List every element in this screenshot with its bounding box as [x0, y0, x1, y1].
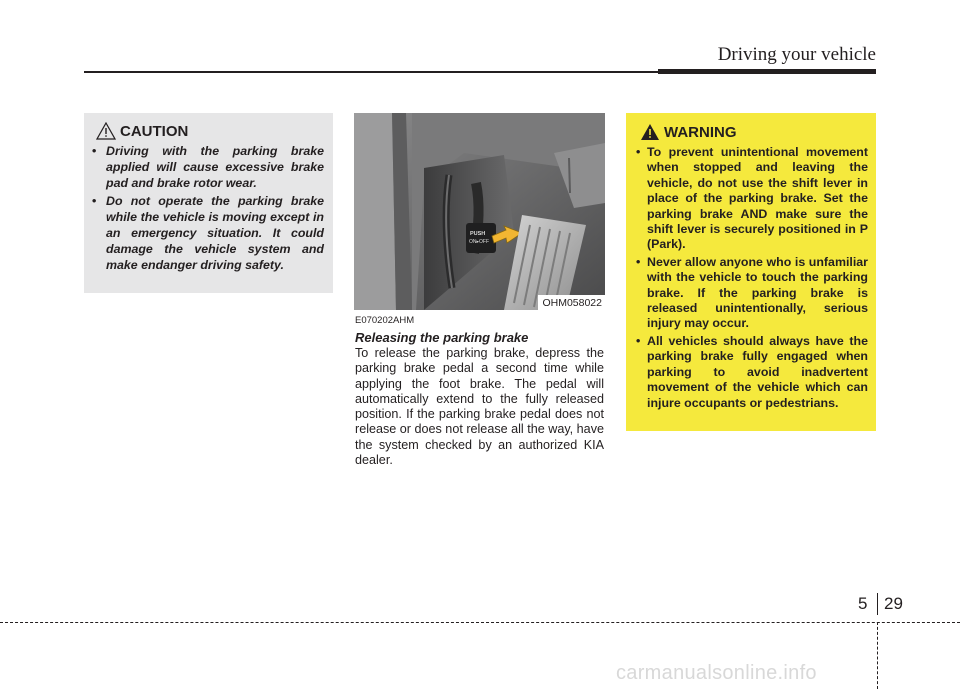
chapter-number: 5	[858, 594, 868, 613]
warning-title: WARNING	[664, 123, 737, 141]
caution-box	[84, 113, 333, 293]
header-rule-accent	[658, 69, 876, 74]
pedal-label-onoff: ON▸OFF	[469, 239, 490, 245]
caution-triangle-icon	[96, 122, 116, 140]
footer-rule	[0, 622, 960, 623]
section-heading: Releasing the parking brake	[355, 330, 529, 345]
warning-item: • All vehicles should always have the parking brake fully engaged when parking to avoid inadvertent movement of the vehicle which can injure occupants or pedestrians.	[636, 333, 868, 410]
section-title: Driving your vehicle	[717, 44, 876, 65]
warning-header	[640, 123, 737, 141]
warning-list	[636, 145, 868, 413]
photo-caption: OHM058022	[538, 295, 605, 310]
warning-item: • Never allow anyone who is unfamiliar with the vehicle to touch the parking brake. If the parking brake is released unintentionally, serious injury may occur.	[636, 254, 868, 331]
caution-item: • Driving with the parking brake applied will cause excessive brake pad and brake rotor wear.	[92, 144, 324, 190]
parking-brake-photo	[354, 113, 605, 310]
pedal-label-push: PUSH	[470, 231, 486, 237]
footer-crop-mark	[877, 622, 878, 689]
parking-brake-pedal-illustration	[354, 113, 605, 310]
caution-list	[92, 143, 324, 275]
watermark: carmanualsonline.info	[616, 662, 817, 684]
warning-box	[626, 113, 876, 431]
caution-title: CAUTION	[120, 122, 189, 140]
warning-item: • To prevent unintentional movement when stopped and leaving the vehicle, do not use the shift lever in place of the parking brake. Set the parking brake AND make sure the shift lever is securely positioned in P (Park).	[636, 145, 868, 252]
warning-triangle-icon	[640, 123, 660, 141]
section-body: To release the parking brake, depress the parking brake pedal a second time while applying the foot brake. The pedal will automatically extend to the fully released position. If the parking brake pedal does not release or does not release all the way, have the system checked by an authorized KIA dealer.	[355, 346, 604, 468]
caution-item: • Do not operate the parking brake while the vehicle is moving except in an emergency situation. It could damage the vehicle system and make endanger driving safety.	[92, 194, 324, 272]
page-number: 29	[884, 594, 903, 613]
reference-code: E070202AHM	[355, 315, 415, 326]
caution-header	[96, 122, 188, 140]
page-number-divider	[877, 593, 878, 615]
header-rule	[84, 71, 658, 73]
